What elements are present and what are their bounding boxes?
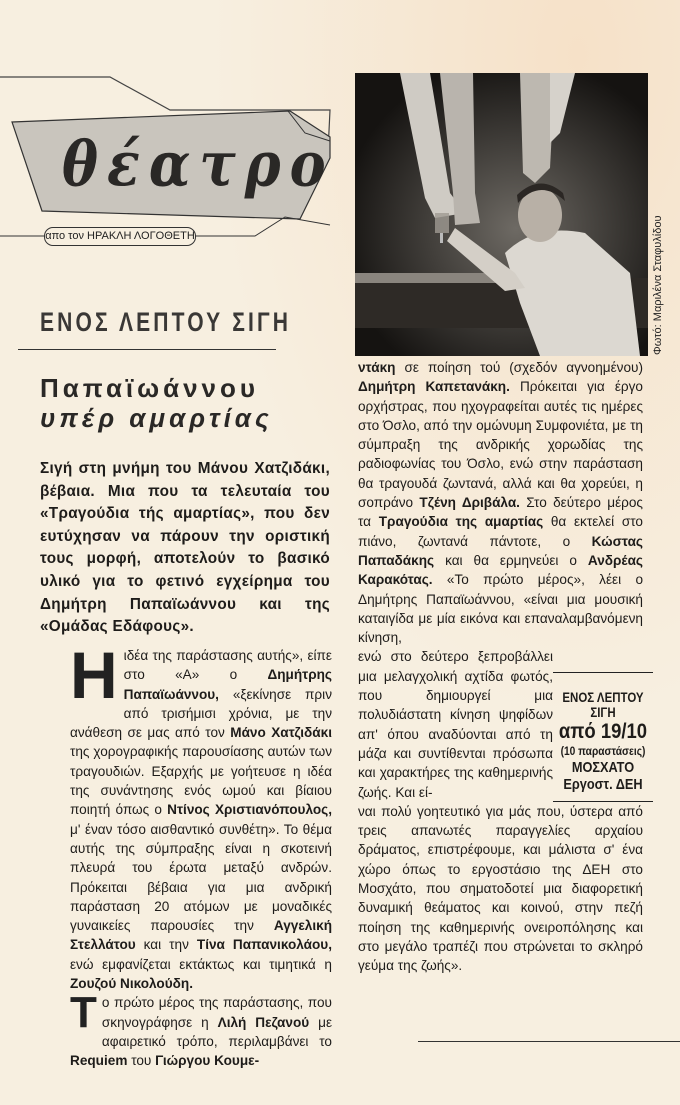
emphasized-name: Κώστας Παπαδάκης bbox=[358, 533, 643, 568]
text-run: Στο δεύτερο μέρος τα bbox=[358, 495, 643, 530]
text-run: ο πρώτο μέρος της παράστασης, που σκηνογράφησε η bbox=[101, 995, 332, 1030]
headline-line-1: Παπαϊωάννου bbox=[40, 373, 260, 403]
right-column-top-text bbox=[358, 358, 643, 647]
emphasized-name: Ανδρέας Καρακότας. bbox=[358, 552, 643, 588]
text-run: θα εκτελεί στο πιάνο, ζωντανά πάντοτε, ο bbox=[358, 514, 643, 549]
info-performances: (10 παραστάσεις) bbox=[560, 744, 646, 758]
info-box-bottom-rule bbox=[553, 801, 653, 802]
emphasized-name: Requiem bbox=[70, 1053, 128, 1069]
byline: απο τον ΗΡΑΚΛΗ ΛΟΓΟΘΕΤΗ bbox=[44, 227, 196, 246]
closing-rule bbox=[418, 1041, 680, 1042]
info-date: από 19/10 bbox=[558, 720, 648, 743]
info-title-line-2: ΣΙΓΗ bbox=[590, 704, 616, 720]
text-run: μ' έναν τόσο αισθαντικό συνθέτη». Το θέμα αυτής της σύμπραξης είναι η σκοτεινή πλευρά του έρωτα μεταξύ ανδρών. Πρόκειται βέβαια για μια ανδρική παράσταση 20 ατόμων με μοναδικές γυναικείες παρουσίες την bbox=[70, 821, 332, 934]
emphasized-name: Γιώργου Κουμε- bbox=[155, 1053, 260, 1069]
drop-cap: Τ bbox=[70, 988, 97, 1038]
paragraph-2 bbox=[70, 988, 333, 1070]
emphasized-name: Τραγούδια της αμαρτίας bbox=[378, 514, 544, 530]
emphasized-name: Τίνα Παπανικολάου, bbox=[196, 937, 332, 953]
text-run: και θα ερμηνεύει ο bbox=[434, 552, 588, 568]
text-run: «ξεκίνησε πριν από τρισήμισι χρόνια, με την ανάθεση σε μας από τον bbox=[70, 686, 332, 741]
article-photo bbox=[355, 73, 648, 356]
event-info-box bbox=[548, 672, 658, 802]
emphasized-name: Τζένη Δριβάλα. bbox=[419, 495, 520, 511]
article-lead: Σιγή στη μνήμη του Μάνου Χατζιδάκι, βέβαια. Μια που τα τελευταία του «Τραγούδια τής αμαρτίας», που δεν ευτύχησαν να πάρουν την οριστική τους μορφή, αποτελούν το βασικό υλικό για το φετινό εγχείρημα του Δημήτρη Παπαϊωάννου και της «Ομάδας Εδάφους». bbox=[40, 460, 330, 636]
emphasized-name: Αγγελική Στελλάτου bbox=[70, 918, 332, 953]
text-run: ιδέα της παράστασης αυτής», είπε στο «Α» ο bbox=[123, 648, 332, 683]
text-run: της χορογραφικής παρουσίασης αυτών των τραγουδιών. Εξαρχής με γοήτευσε η ιδέα της συνάντησης ενός ωμού και βίαιου ποιητή όπως ο bbox=[70, 744, 332, 818]
info-venue-detail: Εργοστ. ΔΕΗ bbox=[563, 776, 643, 793]
article-kicker: ΕΝΟΣ ΛΕΠΤΟΥ ΣΙΓΗ bbox=[40, 307, 292, 337]
article-headline bbox=[40, 373, 273, 433]
photo-illustration bbox=[355, 73, 648, 356]
text-run: «Το πρώτο μέρος», λέει ο Δημήτρης Παπαϊωάννου, «είναι μια μουσική καταιγίδα με μία εικόνα και επαναλαμβανόμενη κίνηση, bbox=[358, 572, 643, 646]
paragraph-1 bbox=[70, 638, 332, 993]
kicker-divider bbox=[18, 349, 276, 350]
info-box-top-rule bbox=[553, 672, 653, 673]
emphasized-name: ντάκη bbox=[358, 360, 396, 375]
text-run: με αφαιρετικό τρόπο, περιλαμβάνει το bbox=[101, 1014, 333, 1049]
right-column-bottom-text: ναι πολύ γοητευτικό για μάς που, ύστερα από τρεις απανωτές παραγγελίες αρχαίου δράματος, επιστρέφουμε, και μάλιστα σ' ένα χώρο όπως το εργοστάσιο της ΔΕΗ στο Μοσχάτο, που σηματοδοτεί μια διαφορετική δυναμική θεάματος και κοινού, στην πεζή ποίηση της καθημερινής ονειροπόλησης και στο μεγάλο τραπέζι που στρώνεται το σκληρό γεύμα της ζωής». bbox=[358, 803, 643, 974]
info-title-line-1: ΕΝΟΣ ΛΕΠΤΟΥ bbox=[562, 689, 644, 705]
emphasized-name: Ντίνος Χριστιανόπουλος, bbox=[167, 802, 332, 818]
emphasized-name: Μάνο Χατζιδάκι bbox=[230, 725, 332, 741]
emphasized-name: Λιλή Πεζανού bbox=[217, 1014, 310, 1030]
photo-credit: Φωτό: Μαριλένα Σταφυλίδου bbox=[652, 215, 664, 355]
text-run: ενώ εμφανίζεται εκτάκτως και τιμητικά η bbox=[70, 956, 332, 972]
text-run: και την bbox=[135, 937, 197, 953]
section-title: θέατρο bbox=[62, 127, 335, 201]
drop-cap: Η bbox=[70, 638, 118, 712]
body-column-left bbox=[70, 638, 333, 1071]
text-run: Πρόκειται για έργο ορχήστρας, που ηχογραφείται αυτές τις ημέρες στο Όσλο, από την ομώνυμη Συμφονιέτα, με τη σύμπραξη της ανδρικής χορωδίας της ραδιοφωνίας του Όσλο, ενώ στην παράσταση θα τραγουδά ζωντανά, αλλά και θα χορεύει, η σοπράνο bbox=[358, 379, 643, 511]
emphasized-name: Δημήτρη Καπετανάκη. bbox=[358, 379, 510, 395]
emphasized-name: Δημήτρης Παπαϊωάννου, bbox=[123, 667, 332, 702]
info-venue: ΜΟΣΧΑΤΟ bbox=[571, 759, 635, 776]
headline-line-2: υπέρ αμαρτίας bbox=[40, 403, 273, 433]
right-column-narrow-text: ενώ στο δεύτερο ξεπροβάλλει μια μελαγχολική αχτίδα φωτός, που δημιουργεί μια πολυδιάστατη κίνηση ψηφίδων απ' όπου αναδύονται από τη μάζα και συντίθενται πρόσωπα και χαρακτήρες της καθημερινής ζωής. Και εί- bbox=[358, 649, 553, 800]
paragraph-2-text bbox=[70, 988, 333, 1069]
text-run: σε ποίηση τού (σχεδόν αγνοημένου) bbox=[395, 360, 643, 375]
text-run: του bbox=[127, 1053, 156, 1069]
body-column-right bbox=[358, 358, 643, 976]
emphasized-name: Ζουζού Νικολούδη. bbox=[70, 976, 193, 992]
